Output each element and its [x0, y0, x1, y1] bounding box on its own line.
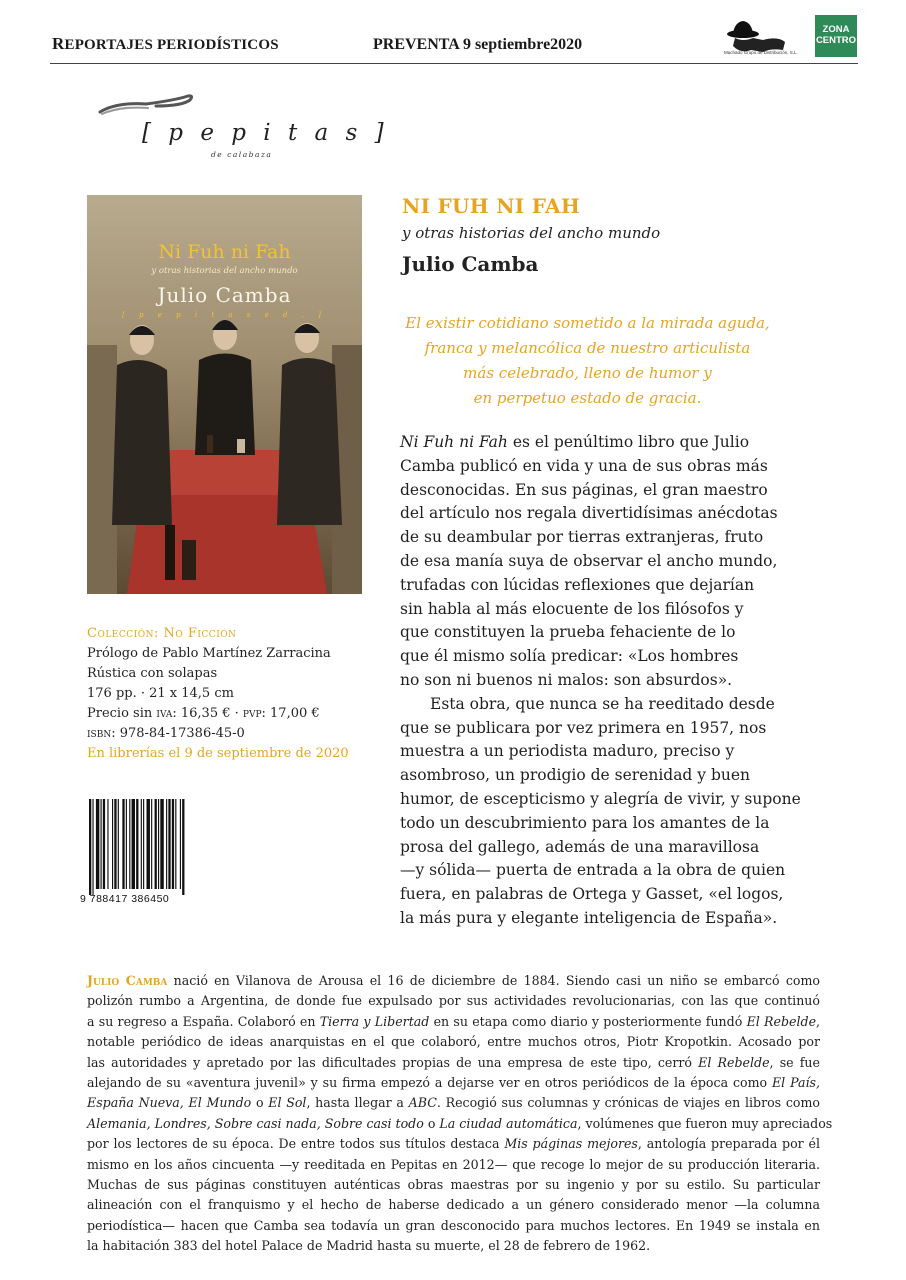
prologue-line: Prólogo de Pablo Martínez Zarracina — [87, 646, 331, 661]
collection-label: Colección: No Ficción — [87, 626, 237, 641]
bio-line: mismo en los años cincuenta —y reeditada en Pepitas en 2012— que recoge lo mejor de su producción literaria. — [87, 1156, 820, 1172]
author-bio — [87, 971, 833, 1257]
description-line: Ni Fuh ni Fah es el penúltimo libro que Julio — [400, 433, 750, 451]
bio-line: Julio Camba nació en Vilanova de Arousa el 16 de diciembre de 1884. Siendo casi un niño se embarcó como — [87, 973, 820, 988]
book-author: Julio Camba — [402, 252, 539, 276]
description-line: de su deambular por tierras extranjeras, fruto — [400, 528, 764, 547]
bio-line: a su regreso a España. Colaboró en Tierra y Libertad en su etapa como diario y posteriormente fundó El Rebelde, — [87, 1013, 821, 1029]
description-line: muestra a un periodista maduro, preciso y — [400, 742, 735, 761]
cover-author: Julio Camba — [157, 283, 292, 307]
description-line: —y sólida— puerta de entrada a la obra de quien — [400, 861, 786, 880]
book-blurb — [395, 311, 780, 411]
bio-line: alejando de su «aventura juvenil» y su firma empezó a dejarse ver en otros periódicos de la época como El País, — [87, 1075, 820, 1091]
description-line: prosa del gallego, además de una maravillosa — [400, 837, 760, 856]
description-line: que constituyen la prueba fehaciente de lo — [400, 623, 736, 642]
book-description — [400, 431, 810, 931]
book-title: NI FUH NI FAH — [402, 194, 581, 218]
cover-publisher-mark: [ p e p i t a s e d . ] — [122, 311, 327, 319]
bio-line: periodística— hacen que Camba sea todavía un gran desconocido para muchos lectores. En 1949 se instala en — [87, 1217, 820, 1233]
isbn-line: isbn: 978-84-17386-45-0 — [87, 726, 245, 741]
bio-line: Alemania, Londres, Sobre casi nada, Sobre casi todo o La ciudad automática, volúmenes que fueron muy apreciados — [87, 1115, 833, 1131]
book-subtitle: y otras historias del ancho mundo — [402, 224, 661, 242]
description-line: trufadas con lúcidas reflexiones que dejarían — [400, 575, 755, 594]
bio-line: Muchas de sus páginas constituyen auténticas obras maestras por su ingenio y por su estilo. Su particular — [87, 1177, 820, 1193]
release-date: En librerías el 9 de septiembre de 2020 — [87, 746, 349, 761]
bio-line: España Nueva, El Mundo o El Sol, hasta llegar a ABC. Recogió sus columnas y crónicas de viajes en libros como — [87, 1095, 821, 1111]
description-line: todo un descubrimiento para los amantes de la — [400, 813, 770, 832]
bio-line: notable periódico de ideas anarquistas en el que colaboró, entre muchos otros, Piotr Kropotkin. Acosado por — [87, 1034, 820, 1050]
description-line: sin habla al más elocuente de los filósofos y — [400, 599, 744, 618]
blurb-line: en perpetuo estado de gracia. — [473, 389, 702, 407]
book-cover — [87, 195, 362, 594]
description-line: Camba publicó en vida y una de sus obras más — [400, 456, 768, 475]
bio-line: alineación con el franquismo y el hecho de haberse dedicado a un género considerado menor —la columna — [87, 1197, 820, 1213]
paperclip-icon — [96, 90, 196, 120]
blurb-line: más celebrado, lleno de humor y — [463, 364, 712, 382]
distributor-name: Machado Grupo de Distribución, S.L. — [724, 50, 798, 55]
description-line: fuera, en palabras de Ortega y Gasset, «el logos, — [400, 885, 784, 904]
barcode-number: 9 788417 386450 — [80, 893, 170, 905]
publisher-name: [ p e p i t a s ] — [142, 120, 389, 146]
publisher-subtitle: de calabaza — [211, 150, 273, 159]
zone-badge: ZONA CENTRO — [815, 15, 857, 57]
bio-line: la habitación 383 del hotel Palace de Madrid hasta su muerte, el 28 de febrero de 1962. — [87, 1238, 651, 1254]
section-label: REPORTAJES PERIODÍSTICOS — [52, 34, 279, 53]
presale-date: PREVENTA 9 septiembre2020 — [373, 36, 583, 53]
description-line: desconocidas. En sus páginas, el gran maestro — [400, 480, 768, 499]
blurb-line: franca y melancólica de nuestro articulista — [424, 339, 751, 357]
pages-line: 176 pp. · 21 x 14,5 cm — [87, 686, 234, 701]
description-line: asombroso, un prodigio de serenidad y buen — [400, 766, 751, 785]
book-details — [87, 624, 349, 764]
bio-line: las autoridades y apretado por las dificultades propias de una empresa de este tipo, cerró El Rebelde, se fue — [87, 1054, 820, 1070]
bio-line: por los lectores de su época. De entre todos sus títulos destaca Mis páginas mejores, antología preparada por él — [87, 1136, 821, 1152]
description-line: que se publicara por vez primera en 1957, nos — [400, 718, 767, 737]
binding-line: Rústica con solapas — [87, 666, 218, 681]
description-line: de esa manía suya de observar el ancho mundo, — [400, 551, 778, 570]
description-line: no son ni buenos ni malos: son absurdos». — [400, 670, 733, 689]
cover-subtitle: y otras historias del ancho mundo — [151, 266, 298, 276]
description-line: humor, de escepticismo y alegría de vivir, y supone — [400, 789, 801, 808]
description-line: la más pura y elegante inteligencia de España». — [400, 908, 778, 927]
description-line: que él mismo solía predicar: «Los hombres — [400, 647, 739, 666]
cover-title: Ni Fuh ni Fah — [158, 241, 291, 263]
page-header — [50, 0, 858, 64]
price-line: Precio sin iva: 16,35 € · pvp: 17,00 € — [87, 706, 320, 721]
bio-line: polizón rumbo a Argentina, de donde fue expulsado por sus actividades revolucionarias, con las que continuó — [87, 993, 820, 1009]
description-line: del artículo nos regala divertidísimas anécdotas — [400, 504, 778, 523]
description-line: Esta obra, que nunca se ha reeditado desde — [430, 694, 775, 713]
blurb-line: El existir cotidiano sometido a la mirada aguda, — [405, 314, 770, 332]
publisher-logo — [96, 90, 389, 165]
